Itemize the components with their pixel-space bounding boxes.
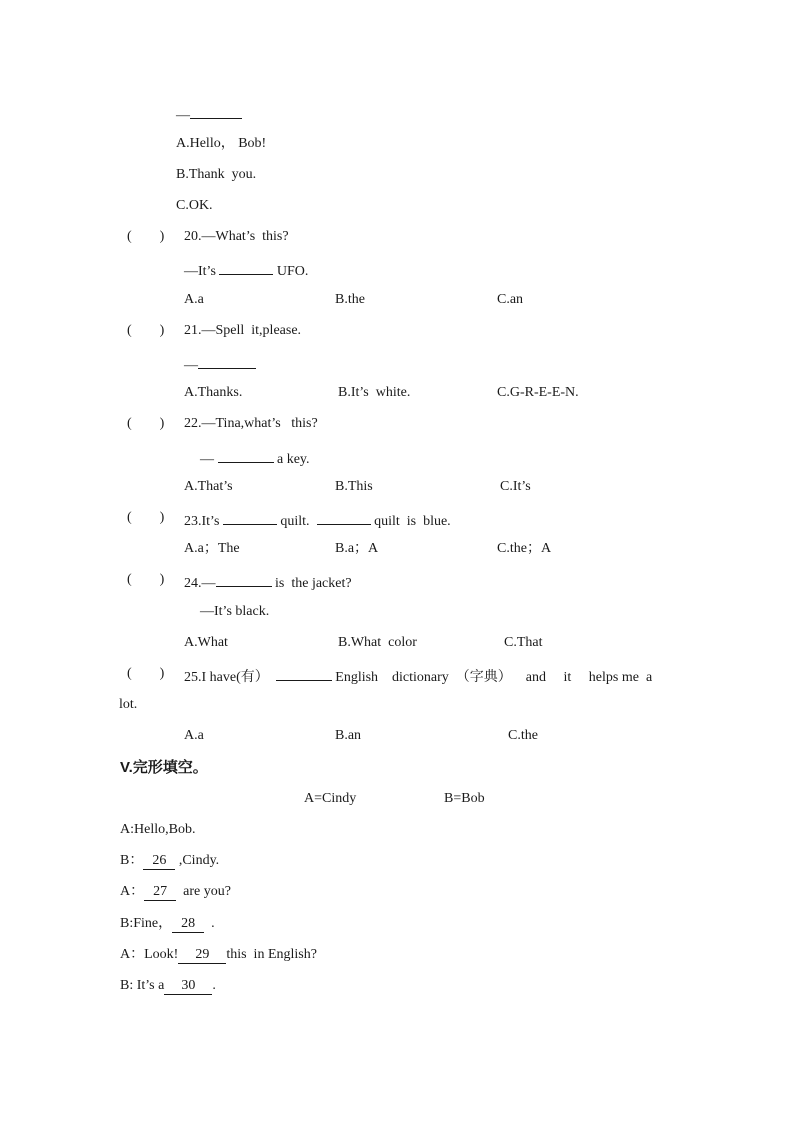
q25-option-a: A.a	[184, 728, 204, 743]
q23-stem-mid: quilt.	[276, 514, 317, 529]
q23-blank-2[interactable]	[317, 510, 371, 525]
q20-paren[interactable]: ( )	[127, 229, 165, 244]
q20-option-b: B.the	[335, 292, 365, 307]
q21-reply-pre: —	[184, 358, 198, 373]
dialog-line-4-post: .	[204, 916, 215, 931]
q23-blank-1[interactable]	[223, 510, 277, 525]
q22-blank[interactable]	[218, 448, 274, 463]
section-heading: V.完形填空。	[120, 759, 208, 776]
q20-option-a: A.a	[184, 292, 204, 307]
role-b: B=Bob	[444, 791, 485, 806]
dialog-line-5	[120, 947, 317, 964]
dialog-line-5-pre: A：Look!	[120, 947, 179, 962]
q20-reply-pre: —It’s	[184, 264, 220, 279]
dialog-line-1-text: A:Hello,Bob.	[120, 822, 196, 837]
q23-stem-pre: 23.It’s	[184, 514, 223, 529]
q21-blank[interactable]	[198, 354, 256, 369]
q25-option-c: C.the	[508, 728, 538, 743]
dialog-line-6-post: .	[212, 978, 216, 993]
blank-30[interactable]: 30	[164, 978, 212, 995]
q25-stem-post: English dictionary （字典） and it helps me a	[331, 670, 653, 685]
q22-reply-pre: —	[200, 452, 218, 467]
q20-reply	[184, 260, 308, 280]
q20-stem: 20.—What’s this?	[184, 229, 289, 244]
role-a: A=Cindy	[304, 791, 357, 806]
blank-29[interactable]: 29	[178, 947, 226, 964]
q24-stem	[184, 572, 352, 592]
q23-option-c: C.the；A	[497, 541, 552, 556]
q23-stem-post: quilt is blue.	[370, 514, 451, 529]
q22-stem: 22.—Tina,what’s this?	[184, 416, 318, 431]
q21-reply	[184, 354, 256, 374]
q24-stem-pre: 24.—	[184, 576, 216, 591]
q23-option-a: A.a；The	[184, 541, 240, 556]
q22-reply	[200, 448, 310, 468]
q25-option-b: B.an	[335, 728, 362, 743]
blank-26[interactable]: 26	[143, 853, 175, 870]
q22-option-c: C.It’s	[500, 479, 531, 494]
q19-option-c: C.OK.	[176, 198, 213, 213]
dialog-line-2-pre: B：	[120, 853, 144, 868]
q25-stem	[184, 666, 652, 686]
q23-paren[interactable]: ( )	[127, 510, 165, 525]
q25-blank[interactable]	[276, 666, 332, 681]
dialog-line-2	[120, 853, 219, 870]
q20-blank[interactable]	[219, 260, 273, 275]
q20-reply-post: UFO.	[273, 264, 309, 279]
q21-option-b: B.It’s white.	[338, 385, 411, 400]
q24-option-a: A.What	[184, 635, 228, 650]
q25-stem-pre: 25.I have(有）	[184, 670, 276, 685]
q22-reply-post: a key.	[273, 452, 310, 467]
q21-option-a: A.Thanks.	[184, 385, 243, 400]
blank-28[interactable]: 28	[172, 916, 204, 933]
dialog-line-3-pre: A：	[120, 884, 145, 899]
q24-reply: —It’s black.	[200, 604, 270, 619]
dialog-line-5-post: this in English?	[226, 947, 317, 962]
dialog-line-6-pre: B: It’s a	[120, 978, 165, 993]
q20-option-c: C.an	[497, 292, 524, 307]
q25-stem-cont: lot.	[119, 697, 138, 712]
dialog-line-4	[120, 916, 215, 933]
q19-dash: —	[176, 108, 190, 123]
q22-paren[interactable]: ( )	[127, 416, 165, 431]
q23-option-b: B.a；A	[335, 541, 379, 556]
dialog-line-3	[120, 884, 231, 901]
dialog-line-3-post: are you?	[176, 884, 231, 899]
q19-option-a: A.Hello， Bob!	[176, 136, 267, 151]
q21-option-c: C.G-R-E-E-N.	[497, 385, 579, 400]
q21-stem: 21.—Spell it,please.	[184, 323, 302, 338]
q24-blank[interactable]	[216, 572, 272, 587]
q24-option-b: B.What color	[338, 635, 417, 650]
q19-option-b: B.Thank you.	[176, 167, 257, 182]
dialog-line-1	[120, 822, 195, 838]
q25-paren[interactable]: ( )	[127, 666, 165, 681]
q24-stem-post: is the jacket?	[271, 576, 352, 591]
q22-option-b: B.This	[335, 479, 373, 494]
q19-reply	[176, 104, 242, 124]
dialog-line-2-post: ,Cindy.	[175, 853, 220, 868]
q21-paren[interactable]: ( )	[127, 323, 165, 338]
q24-paren[interactable]: ( )	[127, 572, 165, 587]
q24-option-c: C.That	[504, 635, 543, 650]
blank-27[interactable]: 27	[144, 884, 176, 901]
q19-blank[interactable]	[190, 104, 242, 119]
dialog-line-4-pre: B:Fine，	[120, 916, 173, 931]
q23-stem	[184, 510, 451, 530]
dialog-line-6	[120, 978, 216, 995]
q22-option-a: A.That’s	[184, 479, 233, 494]
